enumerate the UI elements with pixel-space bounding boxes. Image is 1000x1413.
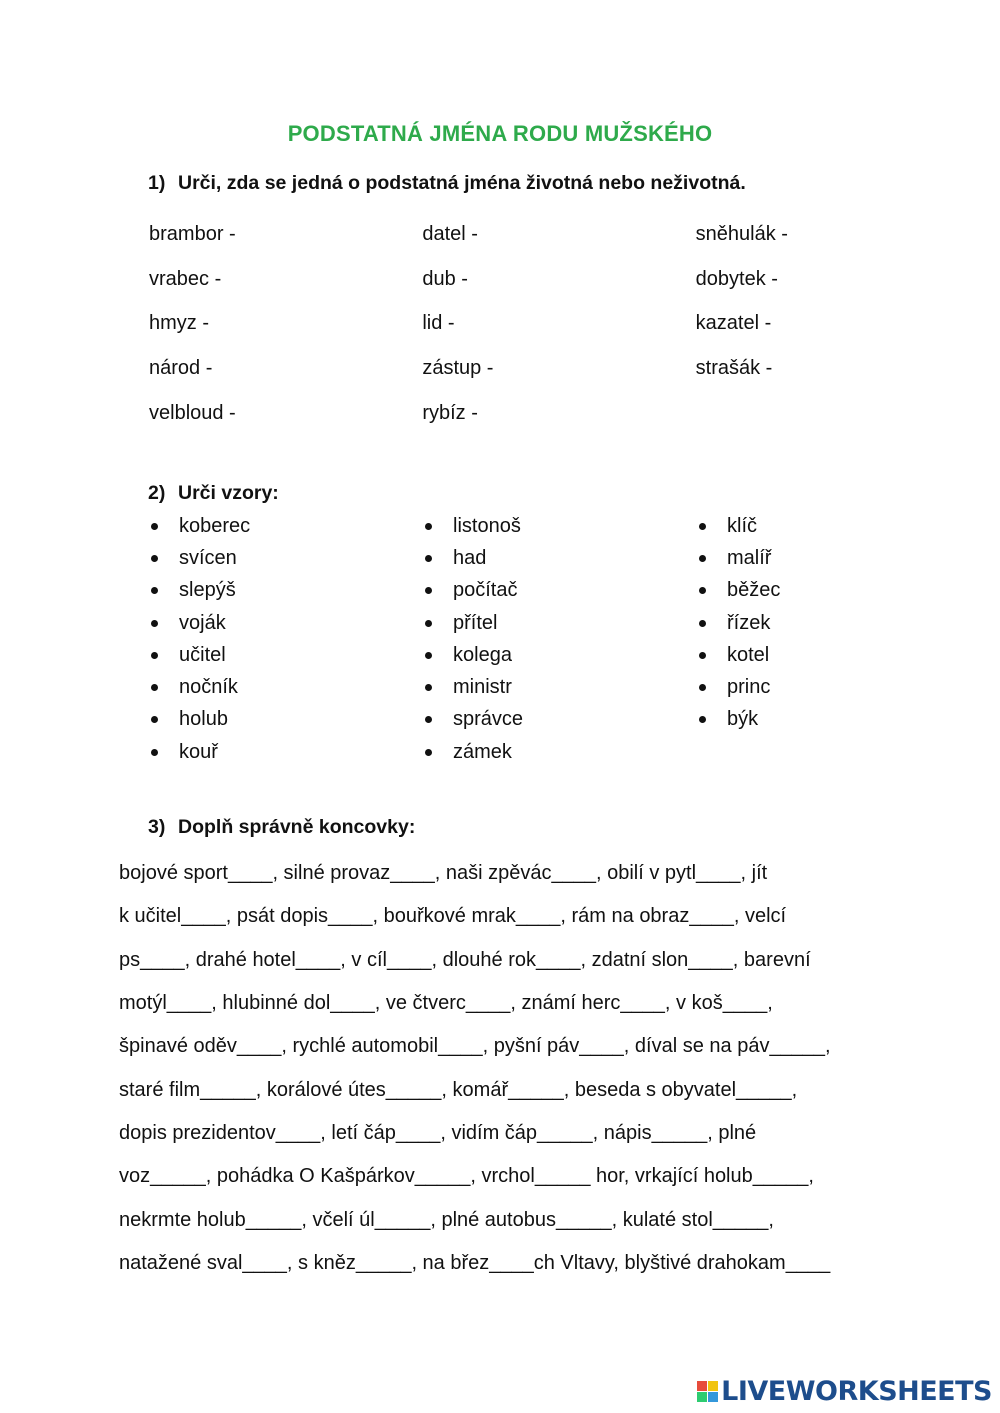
list-item	[697, 704, 971, 736]
word-item: brambor -	[149, 222, 236, 245]
word-item: dub -	[422, 267, 468, 290]
page-title: PODSTATNÁ JMÉNA RODU MUŽSKÉHO	[287, 121, 713, 146]
word-item: velbloud -	[149, 401, 236, 424]
word-item: strašák -	[695, 356, 773, 379]
list-item	[149, 639, 423, 671]
word-item: vrabec -	[149, 267, 222, 290]
section2-bullet-columns	[149, 510, 971, 768]
section3-number: 3)	[148, 816, 166, 838]
list-item	[423, 736, 697, 768]
list-item-label: had	[453, 546, 487, 569]
bullet-icon	[151, 716, 158, 723]
word-item: kazatel -	[695, 312, 772, 335]
bullet-icon	[425, 684, 432, 691]
list-item-label: býk	[727, 708, 759, 731]
exercise-line: dopis prezidentov____, letí čáp____, vidím čáp_____, nápis_____, plné	[119, 1121, 757, 1144]
bullet-icon	[151, 652, 158, 659]
exercise-line: natažené sval____, s kněz_____, na břez____ch Vltavy, blyštivé drahokam____	[119, 1251, 831, 1274]
list-item	[697, 575, 971, 607]
bullet-icon	[425, 523, 432, 530]
bullet-icon	[425, 652, 432, 659]
bullet-icon	[699, 587, 706, 594]
word-item: dobytek -	[695, 267, 778, 290]
list-item-label: kolega	[453, 643, 512, 666]
section3-heading	[148, 816, 415, 839]
list-item	[423, 704, 697, 736]
bullet-icon	[699, 652, 706, 659]
liveworksheets-logo-icon	[697, 1381, 718, 1402]
bullet-icon	[699, 620, 706, 627]
list-item-label: počítač	[453, 579, 518, 602]
word-item: národ -	[149, 356, 213, 379]
list-item	[697, 510, 971, 542]
list-item	[423, 542, 697, 574]
word-item: lid -	[422, 312, 455, 335]
bullet-icon	[425, 749, 432, 756]
bullet-icon	[425, 555, 432, 562]
section3-exercise-text	[119, 852, 979, 1285]
list-item-label: malíř	[727, 546, 772, 569]
bullet-icon	[151, 684, 158, 691]
list-item	[697, 542, 971, 574]
word-item: datel -	[422, 222, 478, 245]
list-item	[423, 639, 697, 671]
list-item-label: přítel	[453, 611, 498, 634]
bullet-icon	[151, 749, 158, 756]
list-item	[149, 575, 423, 607]
list-item-label: klíč	[727, 514, 757, 537]
word-item: sněhulák -	[695, 222, 788, 245]
word-row	[149, 257, 969, 302]
list-item-label: koberec	[179, 514, 251, 537]
list-item-label: holub	[179, 708, 228, 731]
list-item	[423, 607, 697, 639]
exercise-line: staré film_____, korálové útes_____, komář_____, beseda s obyvatel_____,	[119, 1078, 798, 1101]
exercise-line: nekrmte holub_____, včelí úl_____, plné autobus_____, kulaté stol_____,	[119, 1208, 774, 1231]
list-item-label: listonoš	[453, 514, 521, 537]
word-row	[149, 346, 969, 391]
exercise-line: špinavé oděv____, rychlé automobil____, pyšní páv____, díval se na páv_____,	[119, 1035, 831, 1058]
word-row	[149, 212, 969, 257]
list-item	[149, 671, 423, 703]
list-item-label: učitel	[179, 643, 226, 666]
exercise-line: ps____, drahé hotel____, v cíl____, dlouhé rok____, zdatní slon____, barevní	[119, 948, 811, 971]
section2-heading	[148, 482, 279, 505]
section2-number: 2)	[148, 482, 166, 504]
word-item: rybíz -	[422, 401, 478, 424]
word-item: zástup -	[422, 356, 494, 379]
section2-heading-text: Urči vzory:	[178, 482, 279, 504]
exercise-line: k učitel____, psát dopis____, bouřkové mrak____, rám na obraz____, velcí	[119, 905, 787, 928]
word-item: hmyz -	[149, 312, 209, 335]
bullet-icon	[425, 716, 432, 723]
list-item-label: běžec	[727, 579, 781, 602]
word-row	[149, 301, 969, 346]
exercise-line: voz_____, pohádka O Kašpárkov_____, vrchol_____ hor, vrkající holub_____,	[119, 1165, 814, 1188]
bullet-icon	[699, 523, 706, 530]
bullet-icon	[425, 587, 432, 594]
brand-name: LIVEWORKSHEETS	[721, 1376, 992, 1407]
bullet-icon	[151, 523, 158, 530]
list-item	[697, 607, 971, 639]
exercise-line: bojové sport____, silné provaz____, naši zpěvác____, obilí v pytl____, jít	[119, 862, 768, 885]
bullet-icon	[151, 587, 158, 594]
exercise-line: motýl____, hlubinné dol____, ve čtverc____, známí herc____, v koš____,	[119, 992, 773, 1015]
list-item-label: kouř	[179, 740, 218, 763]
bullet-icon	[151, 620, 158, 627]
list-item-label: svícen	[179, 546, 237, 569]
section1-heading-text: Urči, zda se jedná o podstatná jména životná nebo neživotná.	[178, 172, 746, 194]
section3-heading-text: Doplň správně koncovky:	[178, 816, 416, 838]
list-item-label: princ	[727, 676, 771, 699]
liveworksheets-brand	[697, 1376, 992, 1407]
list-item-label: kotel	[727, 643, 770, 666]
list-item-label: voják	[179, 611, 226, 634]
list-item	[149, 736, 423, 768]
word-row	[149, 391, 969, 436]
list-item	[149, 607, 423, 639]
list-item-label: nočník	[179, 676, 238, 699]
bullet-icon	[699, 716, 706, 723]
list-item-label: řízek	[727, 611, 771, 634]
bullet-column	[149, 510, 423, 768]
list-item-label: správce	[453, 708, 524, 731]
bullet-icon	[699, 684, 706, 691]
list-item	[423, 510, 697, 542]
section1-heading	[148, 172, 746, 195]
list-item-label: zámek	[453, 740, 512, 763]
list-item-label: slepýš	[179, 579, 236, 602]
list-item	[149, 510, 423, 542]
list-item	[423, 671, 697, 703]
bullet-column	[697, 510, 971, 768]
list-item	[697, 671, 971, 703]
section1-word-grid	[149, 212, 969, 435]
list-item	[423, 575, 697, 607]
bullet-column	[423, 510, 697, 768]
list-item	[149, 704, 423, 736]
list-item-label: ministr	[453, 676, 512, 699]
list-item	[697, 639, 971, 671]
bullet-icon	[699, 555, 706, 562]
section1-number: 1)	[148, 172, 166, 194]
bullet-icon	[425, 620, 432, 627]
list-item	[149, 542, 423, 574]
bullet-icon	[151, 555, 158, 562]
